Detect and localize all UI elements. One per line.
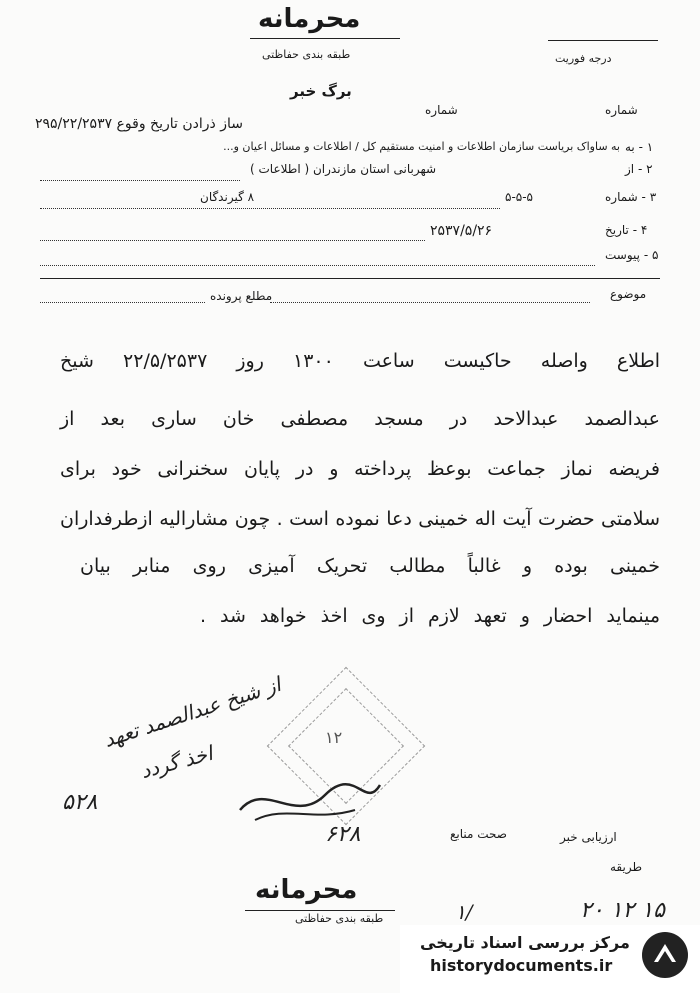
urgency-label: درجه فوریت <box>555 52 612 65</box>
number-label: شماره <box>605 103 638 117</box>
classification-top: محرمانه <box>258 4 361 34</box>
subject-value: مطلع پرونده <box>210 289 273 303</box>
subject-dotted-line <box>40 302 205 303</box>
field-label: ۴ - تاریخ <box>605 223 648 237</box>
page-marker: ۱/ <box>455 900 473 924</box>
field-value: ۵-۵-۵ <box>505 190 533 204</box>
body-line: سلامتی حضرت آیت اله خمینی دعا نموده است . چون مشارالیه ازطرفداران <box>60 508 660 530</box>
section-divider <box>40 278 660 279</box>
handwritten-note: اخذ گردد <box>138 740 216 784</box>
handwritten-number: ۶۲۸ <box>325 822 361 847</box>
body-line: عبدالصمد عبدالاحد در مسجد مصطفی خان ساری بعد از <box>60 408 660 430</box>
recipients-note: ۸ گیرندگان <box>200 190 255 204</box>
handwritten-number: ۵۲۸ <box>62 790 98 815</box>
source-label: صحت منابع <box>450 827 507 841</box>
handwritten-note: از شیخ عبدالصمد تعهد <box>100 672 284 752</box>
form-title: برگ خبر <box>290 82 352 100</box>
classification-bottom: محرمانه <box>255 875 358 905</box>
subject-dotted-line <box>270 302 590 303</box>
signature <box>235 770 385 830</box>
field-value: ۲۵۳۷/۵/۲۶ <box>430 223 493 239</box>
field-value: به ساواک بریاست سازمان اطلاعات و امنیت مستقیم کل / اطلاعات و مسائل اعیان و... <box>223 140 620 153</box>
field-label: ۲ - از <box>625 162 653 176</box>
body-line: اطلاع واصله حاکیست ساعت ۱۳۰۰ روز ۲۲/۵/۲۵۳۷ شیخ <box>60 350 661 372</box>
field-dotted-line <box>40 240 425 241</box>
watermark-org-name: مرکز بررسی اسناد تاریخی <box>420 933 630 952</box>
ops-label: ارزیابی خبر <box>560 830 617 844</box>
field-label: ۵ - پیوست <box>605 248 659 262</box>
body-line: مینماید احضار و تعهد لازم از وی اخذ خواهد شد . <box>200 605 660 627</box>
body-line: فریضه نماز جماعت بوعظ پرداخته و در پایان سخنرانی خود برای <box>60 458 660 480</box>
urgency-underline <box>548 40 658 41</box>
field-dotted-line <box>40 180 240 181</box>
method-label: طریقه <box>610 860 643 874</box>
classification-type-bottom: طبقه بندی حفاظتی <box>295 912 384 925</box>
classification-underline <box>250 38 400 39</box>
field-dotted-line <box>40 265 595 266</box>
stamp-text: ۱۲ <box>325 728 343 747</box>
body-line: خمینی بوده و غالباً مطالب تحریک آمیزی روی منابر بیان <box>80 555 660 577</box>
field-label: ۱ - به <box>625 140 654 154</box>
classification-type: طبقه بندی حفاظتی <box>262 48 351 61</box>
report-date-line: ساز ذرادن تاریخ وقوع ۲۹۵/۲۲/۲۵۳۷ <box>35 116 243 132</box>
watermark-url: historydocuments.ir <box>430 956 613 975</box>
field-label: ۳ - شماره <box>605 190 657 204</box>
subject-label: موضوع <box>610 287 647 301</box>
field-dotted-line <box>40 208 500 209</box>
number-label-short: شماره <box>425 103 458 117</box>
archive-logo-icon <box>640 930 690 980</box>
handwritten-code: ۲۰ ۱۲ ۱۵ <box>580 898 665 923</box>
field-value: شهربانی استان مازندران ( اطلاعات ) <box>250 162 437 176</box>
classification-bottom-underline <box>245 910 395 911</box>
